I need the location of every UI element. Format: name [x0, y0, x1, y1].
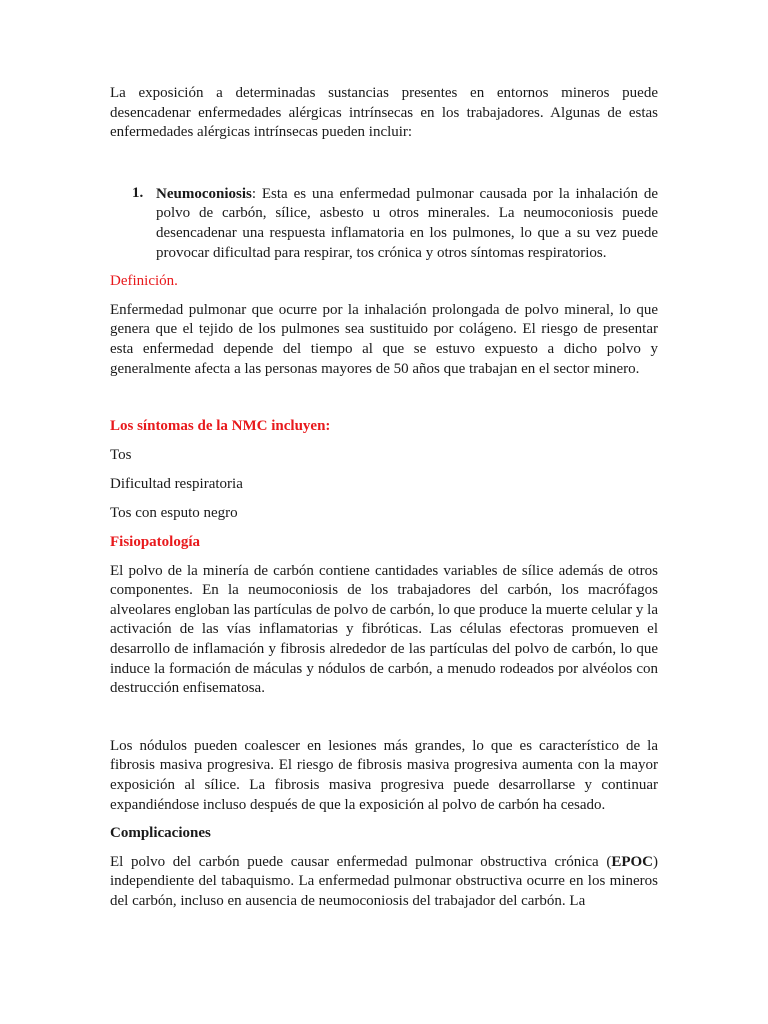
definicion-paragraph: Enfermedad pulmonar que ocurre por la inhalación prolongada de polvo mineral, lo que genera que el tejido de los pulmones sea sustituido por colágeno. El riesgo de presentar esta enfermedad depende del tiempo al que se estuvo expuesto a dicho polvo y generalmente afecta a las personas mayores de 50 años que trabajan en el sector minero.	[110, 301, 658, 377]
complicaciones-abbr: EPOC	[611, 853, 653, 870]
fisiopatologia-paragraph-1: El polvo de la minería de carbón contiene cantidades variables de sílice además de otros componentes. En la neumoconiosis de los trabajadores del carbón, los macrófagos alveolares engloban las partículas de polvo de carbón, lo que produce la muerte celular y la activación de las vías inflamatorias y fibróticas. Las células efectoras promueven el desarrollo de inflamación y fibrosis alrededor de las partículas del polvo de carbón, lo que induce la formación de máculas y nódulos de carbón, a menudo rodeados por alvéolos con destrucción enfisematosa.	[110, 562, 658, 697]
list-item-term: Neumoconiosis	[156, 185, 252, 202]
complicaciones-text-before: El polvo del carbón puede causar enfermedad pulmonar obstructiva crónica (	[110, 853, 612, 870]
document-page	[110, 84, 658, 912]
complicaciones-text-after: ) independiente del tabaquismo. La enfermedad pulmonar obstructiva ocurre en los mineros del carbón, incluso en ausencia de neumoconiosis del trabajador del carbón. La	[110, 853, 658, 909]
sintoma-item: Dificultad respiratoria	[110, 475, 243, 492]
list-item-body: : Esta es una enfermedad pulmonar causada por la inhalación de polvo de carbón, sílice, asbesto u otros minerales. La neumoconiosis puede desencadenar una respuesta inflamatoria en los pulmones, lo que a su vez puede provocar dificultad para respirar, tos crónica y otros síntomas respiratorios.	[156, 185, 658, 261]
complicaciones-heading: Complicaciones	[110, 825, 211, 842]
definicion-heading: Definición.	[110, 273, 178, 290]
list-number: 1.	[132, 184, 144, 201]
fisiopatologia-paragraph-2: Los nódulos pueden coalescer en lesiones más grandes, lo que es característico de la fibrosis masiva progresiva. El riesgo de fibrosis masiva progresiva aumenta con la mayor exposición al sílice. La fibrosis masiva progresiva puede desarrollarse y continuar expandiéndose incluso después de que la exposición al polvo de carbón ha cesado.	[110, 737, 658, 813]
sintoma-item: Tos	[110, 446, 132, 463]
sintoma-item: Tos con esputo negro	[110, 504, 238, 521]
list-item-text	[156, 185, 658, 263]
complicaciones-paragraph	[110, 853, 658, 912]
fisiopatologia-heading: Fisiopatología	[110, 534, 201, 550]
intro-paragraph: La exposición a determinadas sustancias presentes en entornos mineros puede desencadenar enfermedades alérgicas intrínsecas en los trabajadores. Algunas de estas enfermedades alérgicas intrínsecas pueden incluir:	[110, 85, 658, 141]
sintomas-heading: Los síntomas de la NMC incluyen:	[110, 418, 331, 435]
list-item-neumoconiosis	[110, 185, 658, 263]
